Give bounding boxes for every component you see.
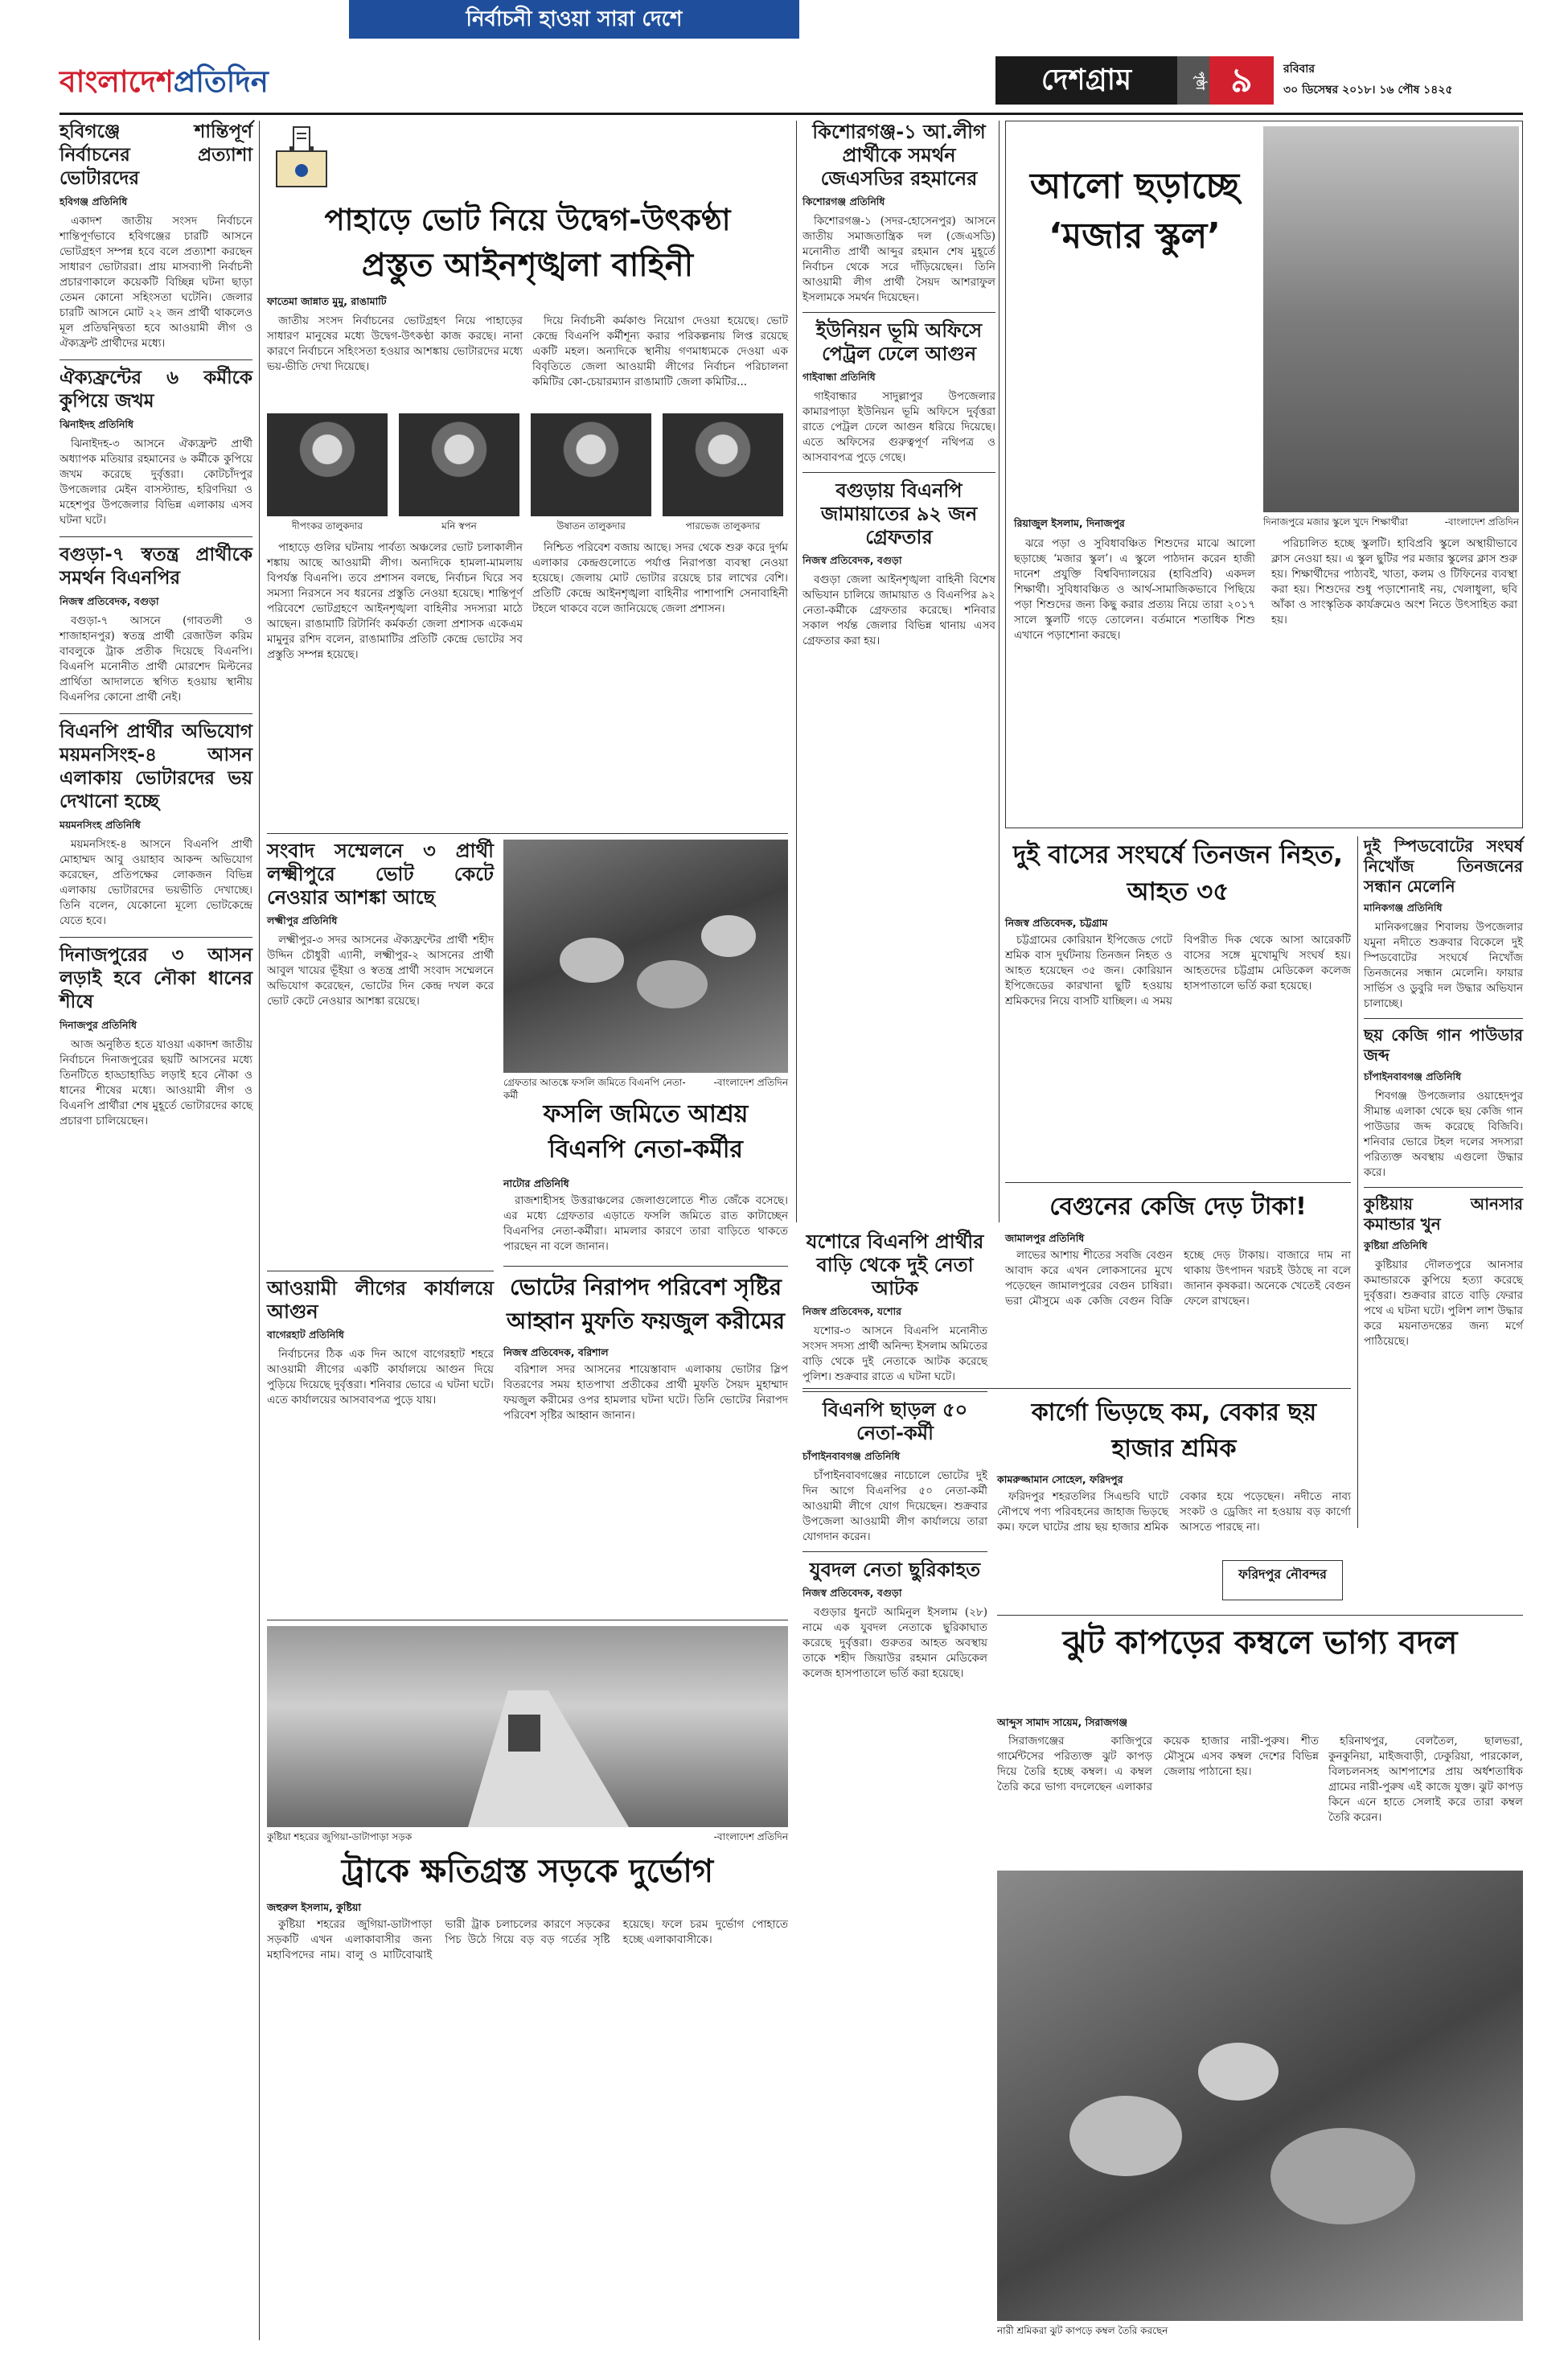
column-rule [259, 121, 260, 2340]
road-photo-credit: -বাংলাদেশ প্রতিদিন [713, 1831, 788, 1842]
divider [802, 1391, 987, 1392]
story-byline: চাঁপাইনবাবগঞ্জ প্রতিনিধি [1364, 1070, 1462, 1082]
jute-byline: আব্দুস সামাদ সায়েম, সিরাজগঞ্জ [997, 1716, 1128, 1728]
story-lakshmipur [267, 840, 494, 1266]
story-ansar [1364, 1194, 1523, 1349]
story-jubodal [802, 1559, 987, 1682]
lead-body-right-text: নিশ্চিত পরিবেশ বজায় আছে। সদর থেকে শুরু করে দুর্গম এলাকার কেন্দ্রগুলোতে পর্যাপ্ত নিরাপত্তা ব্যবস্থা নেওয়া হয়েছে। জেলায় মোট ভোটার রয়েছে চার লাখের বেশি। প্রতিটি কেন্দ্রে আইনশৃঙ্খলা বাহিনীর পাশাপাশি সেনাবাহিনী টহলে থাকবে বলে জানিয়েছে জেলা প্রশাসন। [532, 541, 788, 615]
ballot-box-icon [267, 121, 339, 193]
cargo-tag: ফরিদপুর নৌবন্দর [1222, 1560, 1343, 1600]
story-body: নির্বাচনের ঠিক এক দিন আগে বাগেরহাট শহরে আওয়ামী লীগের একটি কার্যালয়ে আগুন দিয়ে পুড়িয়ে দিয়েছে দুর্বৃত্তরা। শনিবার ভোরে এ ঘটনা ঘটে। এতে কার্যালয়ের আসবাবপত্র পুড়ে যায়। [267, 1348, 494, 1407]
story-headline: বগুড়ায় বিএনপি জামায়াতের ৯২ জন গ্রেফতার [820, 479, 978, 548]
issue-date: ৩০ ডিসেম্বর ২০১৮। ১৬ পৌষ ১৪২৫ [1283, 84, 1453, 97]
cargo-body-text: ফরিদপুর শহরতলির সিএন্ডবি ঘাটে নৌপথে পণ্য পরিবহনের জাহাজ ভিড়ছে কম। ফলে ঘাটের প্রায় ছয় হাজার শ্রমিক বেকার হয়ে পড়েছেন। নদীতে নাব্য সংকট ও ড্রেজিং না হওয়ায় বড় কার্গো আসতে পারছে না। [997, 1490, 1351, 1534]
story-byline: নিজস্ব প্রতিবেদক, যশোর [802, 1305, 901, 1317]
divider [503, 1266, 788, 1267]
bus-body [1005, 933, 1351, 1177]
story-byline: দিনাজপুর প্রতিনিধি [60, 1019, 138, 1031]
divider [1364, 1018, 1523, 1019]
section-title: দেশগ্রাম [995, 56, 1177, 105]
story-headline: ছয় কেজি গান পাউডার জব্দ [1364, 1025, 1523, 1065]
lead-body-left-text: পাহাড়ে গুলির ঘটনায় পার্বত্য অঞ্চলের ভোট চলাকালীন শঙ্কায় আছে আওয়ামী লীগ। অন্যদিকে হামলা-মামলায় বিপর্যস্ত বিএনপি। তবে প্রশাসন বলছে, নির্বাচন ঘিরে সব সমস্যা নিরসনে সব ধরনের প্রস্তুতি নেওয়া হয়েছে। শান্তিপূর্ণ পরিবেশে ভোটগ্রহণে আইনশৃঙ্খলা বাহিনীর সদস্যরা মাঠে আছেন। রাঙামাটি রিটার্নিং কর্মকর্তা জেলা প্রশাসক একেএম মামুনুর রশিদ বলেন, রাঙামাটির প্রতিটি কেন্দ্রে ভোটের সব প্রস্তুতি সম্পন্ন হয়েছে। [267, 541, 523, 661]
lead-body-right [532, 540, 788, 830]
school-photo-caption: দিনাজপুরে মজার স্কুলে খুদে শিক্ষার্থীরা [1263, 516, 1408, 528]
divider [60, 359, 252, 360]
story-byline: ঝিনাইদহ প্রতিনিধি [60, 418, 134, 430]
page-number: ৯ [1209, 56, 1274, 105]
lead-intro [267, 314, 523, 410]
faizul-body-text: বরিশাল সদর আসনের শায়েস্তাবাদ এলাকায় ভোটার স্লিপ বিতরণের সময় হাতপাখা প্রতীকের প্রার্থী মুফতি সৈয়দ মুহাম্মাদ ফয়জুল করীমের ওপর হামলার ঘটনা ঘটে। তিনি ভোটের নিরাপদ পরিবেশ সৃষ্টির আহ্বান জানান। [503, 1363, 788, 1422]
story-speedboat [1364, 836, 1523, 1012]
divider [997, 1615, 1523, 1616]
jute-body [997, 1734, 1319, 1863]
story-jessore [802, 1230, 987, 1385]
column-a [60, 121, 252, 2332]
column-rule [796, 121, 797, 1222]
road-body-text: কুষ্টিয়া শহরের জুগিয়া-ডাটাপাড়া সড়কটি এখন এলাকাবাসীর জন্য মহাবিপদের নাম। বালু ও মাটিবোঝাই ভারী ট্রাক চলাচলের কারণে সড়কের পিচ উঠে গিয়ে বড় বড় গর্তের সৃষ্টি হয়েছে। ফলে চরম দুর্ভোগ পোহাতে হচ্ছে এলাকাবাসীকে। [267, 1918, 788, 1961]
cargo-headline: কার্গো ভিড়ছে কম, বেকার ছয় হাজার শ্রমিক [1031, 1399, 1317, 1463]
school-body [1014, 536, 1255, 823]
story-byline: নিজস্ব প্রতিবেদক, বগুড়া [802, 1587, 902, 1599]
story-byline: নিজস্ব প্রতিবেদক, বগুড়া [60, 595, 159, 607]
story-body: ময়মনসিংহ-৪ আসনে বিএনপি প্রার্থী মোহাম্মদ আবু ওয়াহাব আকন্দ অভিযোগ করেছেন, প্রতিপক্ষের লোকজন বিভিন্ন এলাকায় ভোটারদের ভয়ভীতি দেখাচ্ছে। তিনি বলেন, যেকোনো মূল্যে ভোটকেন্দ্রে যেতে হবে। [60, 838, 252, 927]
column-right-narrow [1364, 836, 1523, 1528]
jute-body-2 [1328, 1734, 1523, 1863]
story-bogura-arrests [802, 479, 995, 649]
issue-day: রবিবার [1283, 63, 1316, 76]
brinjal-byline: জামালপুর প্রতিনিধি [1005, 1232, 1085, 1244]
school-headline: আলো ছড়াচ্ছে ‘মজার স্কুল’ [1029, 166, 1240, 257]
story-byline: নিজস্ব প্রতিবেদক, বগুড়া [802, 554, 902, 566]
story-bnp-quit [802, 1399, 987, 1545]
school-body-2 [1271, 536, 1517, 823]
story-body: কিশোরগঞ্জ-১ (সদর-হোসেনপুর) আসনে জাতীয় সমাজতান্ত্রিক দল (জেএসডি) মনোনীত প্রার্থী আব্দুর রহমান শেষ মুহূর্তে নির্বাচন থেকে সরে দাঁড়িয়েছেন। তিনি আওয়ামী লীগ প্রার্থী সৈয়দ আশরাফুল ইসলামকে সমর্থন দিয়েছেন। [802, 215, 995, 304]
faizul-byline: নিজস্ব প্রতিবেদক, বরিশাল [503, 1346, 609, 1358]
brand-name-part2: প্রতিদিন [173, 64, 269, 99]
story-body: লক্ষ্মীপুর-৩ সদর আসনের ঐক্যফ্রন্টের প্রার্থী শহীদ উদ্দিন চৌধুরী এ্যানী, লক্ষ্মীপুর-২ আসনের প্রার্থী আবুল খায়ের ভূঁইয়া ও স্বতন্ত্র প্রার্থী সংবাদ সম্মেলনে অভিযোগ করেছেন, ভোটের দিন কেন্দ্র দখল করে ভোট কেটে নেওয়ার আশঙ্কা রয়েছে। [267, 934, 494, 1008]
story-body: কুষ্টিয়ার দৌলতপুরে আনসার কমান্ডারকে কুপিয়ে হত্যা করেছে দুর্বৃত্তরা। শুক্রবার রাতে বাড়ি ফেরার পথে এ ঘটনা ঘটে। পুলিশ লাশ উদ্ধার করে ময়নাতদন্তের জন্য মর্গে পাঠিয়েছে। [1364, 1259, 1523, 1348]
cargo-byline: কামরুজ্জামান সোহেল, ফরিদপুর [997, 1473, 1123, 1485]
candidate-portraits [267, 413, 788, 534]
lead-headline-2: প্রস্তুত আইনশৃঙ্খলা বাহিনী [361, 247, 694, 284]
paddy-headline: ফসলি জমিতে আশ্রয় বিএনপি নেতা-কর্মীর [543, 1100, 749, 1164]
story-byline: ময়মনসিংহ প্রতিনিধি [60, 819, 141, 831]
school-children-photo [1263, 126, 1519, 512]
story-byline: লক্ষ্মীপুর প্রতিনিধি [267, 914, 338, 926]
school-photo-credit: -বাংলাদেশ প্রতিদিন [1444, 516, 1519, 528]
masthead-rule [60, 113, 1523, 115]
story-body: ঝিনাইদহ-৩ আসনে ঐক্যফ্রন্ট প্রার্থী অধ্যাপক মতিয়ার রহমানের ৬ কর্মীকে কুপিয়ে জখম করেছে দুর্বৃত্তরা। কোটচাঁদপুর উপজেলার মেইন বাসস্ট্যান্ড, হরিণদিয়া ও মহেশপুর উপজেলার বিভিন্ন এলাকায় এসব ঘটনা ঘটে। [60, 437, 252, 527]
divider [802, 1388, 1351, 1389]
lead-intro-text: জাতীয় সংসদ নির্বাচনের ভোটগ্রহণ নিয়ে পাহাড়ের সাধারণ মানুষের মধ্যে উদ্বেগ-উৎকণ্ঠা কাজ করছে। নানা কারণে নির্বাচনে সহিংসতা হওয়ার আশঙ্কায় ভোটারদের মধ্যে ভয়-ভীতি দেখা দিয়েছে। [267, 314, 523, 373]
story-headline: যশোরে বিএনপি প্রার্থীর বাড়ি থেকে দুই নেতা আটক [806, 1230, 984, 1300]
story-headline: হবিগঞ্জে শান্তিপূর্ণ নির্বাচনের প্রত্যাশা ভোটারদের [60, 121, 252, 189]
paddy-byline: নাটোর প্রতিনিধি [503, 1177, 569, 1189]
divider [1364, 1187, 1523, 1188]
story-body: মানিকগঞ্জের শিবালয় উপজেলার যমুনা নদীতে শুক্রবার বিকেলে দুই স্পিডবোটের সংঘর্ষে নিখোঁজ তিনজনের সন্ধান মেলেনি। ফায়ার সার্ভিস ও ডুবুরি দল উদ্ধার অভিযান চালাচ্ছে। [1364, 921, 1523, 1010]
story-land-office-fire [802, 319, 995, 466]
story-headline: দুই স্পিডবোটের সংঘর্ষ নিখোঁজ তিনজনের সন্ধান মেলেনি [1364, 836, 1523, 896]
jute-body-2-text: হরিনাথপুর, বেলতৈল, ছালভরা, কুনকুনিয়া, মাইজবাড়ী, ঢেকুরিয়া, পারকোল, বিলচলনসহ আশপাশের প্রায় অর্ধশতাধিক গ্রামের নারী-পুরুষ এই কাজে যুক্ত। ঝুট কাপড় কিনে এনে হাতে সেলাই করে তারা কম্বল তৈরি করেন। [1328, 1735, 1523, 1824]
school-byline: রিয়াজুল ইসলাম, দিনাজপুর [1014, 517, 1125, 529]
paddy-photo-caption: গ্রেফতার আতঙ্কে ফসলি জমিতে বিএনপি নেতা-কর্মী [503, 1077, 686, 1101]
divider [60, 536, 252, 537]
divider [60, 713, 252, 714]
column-rule [1357, 836, 1358, 1528]
lead-byline: ফাতেমা জান্নাত মুমু, রাঙামাটি [267, 295, 387, 307]
story-byline: হবিগঞ্জ প্রতিনিধি [60, 195, 128, 207]
story-byline: বাগেরহাট প্রতিনিধি [267, 1329, 344, 1341]
story-body: আজ অনুষ্ঠিত হতে যাওয়া একাদশ জাতীয় নির্বাচনে দিনাজপুরের ছয়টি আসনের মধ্যে তিনটিতে হাড্ডাহাড্ডি লড়াই হবে নৌকা ও ধানের শীষের মধ্যে। আওয়ামী লীগ ও বিএনপি প্রার্থীরা শেষ মুহূর্তে ভোটারদের কাছে প্রচারণা চালিয়েছেন। [60, 1038, 252, 1127]
lead-headline-1: পাহাড়ে ভোট নিয়ে উদ্বেগ-উৎকণ্ঠা [324, 203, 731, 237]
story-body: গাইবান্ধার সাদুল্লাপুর উপজেলার কামারপাড়া ইউনিয়ন ভূমি অফিসে দুর্বৃত্তরা রাতে পেট্রল ঢেলে আগুন ধরিয়ে দিয়েছে। এতে অফিসের গুরুত্বপূর্ণ নথিপত্র ও আসবাবপত্র পুড়ে গেছে। [802, 390, 995, 464]
story-body: যশোর-৩ আসনে বিএনপি মনোনীত সংসদ সদস্য প্রার্থী অনিন্দ্য ইসলাম অমিতের বাড়ি থেকে দুই নেতাকে আটক করেছে পুলিশ। শুক্রবার রাতে এ ঘটনা ঘটে। [802, 1325, 987, 1383]
portrait-caption: মনি স্বপন [441, 520, 477, 532]
portrait-caption: দীপংকর তালুকদার [291, 520, 363, 532]
story-body: চাঁপাইনবাবগঞ্জের নাচোলে ভোটের দুই দিন আগে বিএনপির ৫০ নেতা-কর্মী আওয়ামী লীগে যোগ দিয়েছেন। শুক্রবার উপজেলা আওয়ামী লীগ কার্যালয়ে তারা যোগদান করেন। [802, 1469, 987, 1543]
story-body: বগুড়া জেলা আইনশৃঙ্খলা বাহিনী বিশেষ অভিযান চালিয়ে জামায়াত ও বিএনপির ৯২ নেতা-কর্মীকে গ্রেফতার করেছে। শনিবার সকাল পর্যন্ত জেলার বিভিন্ন থানায় এসব গ্রেফতার করা হয়। [802, 573, 995, 647]
column-e-bottom [802, 1230, 987, 2340]
portrait-caption: পারভেজ তালুকদার [685, 520, 761, 532]
paddy-field-photo [503, 840, 788, 1073]
bus-headline: দুই বাসের সংঘর্ষে তিনজন নিহত, আহত ৩৫ [1013, 840, 1343, 906]
lead-column-2 [532, 314, 788, 410]
story-headline: কুষ্টিয়ায় আনসার কমান্ডার খুন [1364, 1194, 1523, 1234]
faizul-body [503, 1362, 788, 1608]
bus-body-text: চট্টগ্রামের কোরিয়ান ইপিজেড গেটে শ্রমিক বাস দুর্ঘটনায় তিনজন নিহত ও আহত হয়েছেন ৩৫ জন। কোরিয়ান ইপিজেডের কারখানা ছুটি হওয়ায় শ্রমিকদের নিয়ে বাসটি যাচ্ছিল। এ সময় বিপরীত দিক থেকে আসা আরেকটি বাসের সঙ্গে মুখোমুখি সংঘর্ষ হয়। আহতদের চট্টগ্রাম মেডিকেল কলেজ হাসপাতালে ভর্তি করা হয়েছে। [1005, 934, 1351, 1008]
jute-headline: ঝুট কাপড়ের কম্বলে ভাগ্য বদল [1062, 1624, 1458, 1661]
story-headline: বিএনপি ছাড়ল ৫০ নেতা-কর্মী [822, 1399, 968, 1444]
portrait-photo [267, 413, 388, 516]
story-jhenaidah [60, 367, 252, 528]
school-body-text: ঝরে পড়া ও সুবিধাবঞ্চিত শিশুদের মাঝে আলো ছড়াচ্ছে ‘মজার স্কুল’। এ স্কুলে পাঠদান করেন হাজী দানেশ প্রযুক্তি বিশ্ববিদ্যালয়ের (হাবিপ্রবি) একদল শিক্ষার্থী। সুবিধাবঞ্চিত ও আর্থ-সামাজিকভাবে পিছিয়ে পড়া শিশুদের জন্য কিছু করার প্রত্যয় নিয়ে তারা ২০১৭ সালে স্কুলটি গড়ে তোলেন। বর্তমানে শতাধিক শিশু এখানে পড়াশোনা করছে। [1014, 537, 1255, 642]
divider [802, 312, 995, 313]
road-photo-caption: কুষ্টিয়া শহরের জুগিয়া-ডাটাপাড়া সড়ক [267, 1831, 413, 1842]
jute-photo-caption: নারী শ্রমিকরা ঝুট কাপড়ে কম্বল তৈরি করছেন [997, 2325, 1168, 2336]
road-body [267, 1917, 788, 2335]
brand-logo [60, 58, 325, 106]
brand-name-part1: বাংলাদেশ [60, 64, 174, 99]
story-headline: ঐক্যফ্রন্টের ৬ কর্মীকে কুপিয়ে জখম [60, 368, 252, 412]
school-body-2-text: পরিচালিত হচ্ছে স্কুলটি। হাবিপ্রবি স্কুলে অস্থায়ীভাবে ক্লাস নেওয়া হয়। এ স্কুল ছুটির পর মজার স্কুলের ক্লাস শুরু হয়। শিক্ষার্থীদের পাঠ্যবই, খাতা, কলম ও টিফিনের ব্যবস্থা করা হয়। শিশুদের শুধু পড়াশোনাই নয়, খেলাধুলা, ছবি আঁকা ও সাংস্কৃতিক কার্যক্রমেও অংশ নিতে উৎসাহিত করা হয়। [1271, 537, 1517, 626]
story-byline: কুষ্টিয়া প্রতিনিধি [1364, 1239, 1428, 1251]
bus-byline: নিজস্ব প্রতিবেদক, চট্টগ্রাম [1005, 917, 1108, 929]
election-banner: নির্বাচনী হাওয়া সারা দেশে [349, 0, 799, 39]
jute-workers-photo [997, 1871, 1523, 2321]
portrait-photo [399, 413, 519, 516]
story-body: বগুড়া-৭ আসনে (গাবতলী ও শাজাহানপুর) স্বতন্ত্র প্রার্থী রেজাউল করিম বাবলুকে ট্রাক প্রতীক দিয়েছে বিএনপি। বিএনপি মনোনীত প্রার্থী মোরশেদ মিল্টনের প্রার্থিতা আদালতে স্থগিত হওয়ায় স্থানীয় বিএনপির কোনো প্রার্থী নেই। [60, 614, 252, 704]
story-headline: দিনাজপুরের ৩ আসন লড়াই হবে নৌকা ধানের শীষে [60, 945, 252, 1012]
story-body: বগুড়ার ধুনটে আমিনুল ইসলাম (২৮) নামে এক যুবদল নেতাকে ছুরিকাঘাত করেছে দুর্বৃত্তরা। গুরুতর আহত অবস্থায় তাকে শহীদ জিয়াউর রহমান মেডিকেল কলেজ হাসপাতালে ভর্তি করা হয়েছে। [802, 1606, 987, 1680]
story-headline: সংবাদ সম্মেলনে ৩ প্রার্থী লক্ষ্মীপুরে ভোট কেটে নেওয়ার আশঙ্কা আছে [267, 840, 494, 909]
lead-column-2-text: দিয়ে নির্বাচনী কর্মকাণ্ড নিয়োগ দেওয়া হয়েছে। ভোট কেন্দ্রে বিএনপি কর্মীশূন্য করার পরিকল্পনায় লিপ্ত রয়েছে একটি মহল। অন্যদিকে স্থানীয় গণমাধ্যমকে দেওয়া এক বিবৃতিতে জেলা আওয়ামী লীগের নির্বাচন পরিচালনা কমিটির কো-চেয়ারম্যান রাঙামাটি জেলা কমিটির... [532, 314, 788, 388]
brinjal-body [1005, 1248, 1351, 1383]
paddy-body-text: রাজশাহীসহ উত্তরাঞ্চলের জেলাগুলোতে শীত জেঁকে বসেছে। এর মধ্যে গ্রেফতার এড়াতে ফসলি জমিতে রাত কাটাচ্ছেন বিএনপির নেতা-কর্মীরা। মামলার কারণে তারা বাড়িতে থাকতে পারছেন না বলে জানান। [503, 1194, 788, 1253]
story-body: শিবগঞ্জ উপজেলার ওয়াহেদপুর সীমান্ত এলাকা থেকে ছয় কেজি গান পাউডার জব্দ করেছে বিজিবি। শনিবার ভোরে টহল দলের সদস্যরা পরিত্যক্ত অবস্থায় এগুলো উদ্ধার করে। [1364, 1090, 1523, 1179]
paddy-photo-credit: -বাংলাদেশ প্রতিদিন [713, 1077, 788, 1088]
story-gunpowder [1364, 1025, 1523, 1181]
divider [267, 833, 788, 834]
story-byline: মানিকগঞ্জ প্রতিনিধি [1364, 902, 1443, 914]
divider [1005, 1182, 1351, 1183]
brinjal-body-text: লাভের আশায় শীতের সবজি বেগুন আবাদ করে এখন লোকসানের মুখে পড়েছেন জামালপুরের বেগুন চাষিরা। ভরা মৌসুমে এক কেজি বেগুন বিক্রি হচ্ছে দেড় টাকায়। বাজারে দাম না থাকায় উৎপাদন খরচই উঠছে না বলে জানান কৃষকরা। অনেকে খেতেই বেগুন ফেলে রাখছেন। [1005, 1249, 1351, 1308]
jute-body-text: সিরাজগঞ্জের কাজিপুরে গার্মেন্টসের পরিত্যক্ত ঝুট কাপড় দিয়ে তৈরি হচ্ছে কম্বল। এ কম্বল তৈরি করে ভাগ্য বদলেছেন এলাকার কয়েক হাজার নারী-পুরুষ। শীত মৌসুমে এসব কম্বল দেশের বিভিন্ন জেলায় পাঠানো হয়। [997, 1735, 1319, 1793]
damaged-road-photo [267, 1626, 788, 1827]
story-byline: চাঁপাইনবাবগঞ্জ প্রতিনিধি [802, 1450, 901, 1462]
story-awami-office-fire [267, 1277, 494, 1615]
column-e-top [802, 121, 995, 1222]
portrait-photo [531, 413, 651, 516]
story-headline: বিএনপি প্রার্থীর অভিযোগ ময়মনসিংহ-৪ আসন এলাকায় ভোটারদের ভয় দেখানো হচ্ছে [60, 721, 252, 812]
story-kishoreganj [802, 121, 995, 306]
story-dinajpur [60, 944, 252, 1129]
story-headline: ইউনিয়ন ভূমি অফিসে পেট্রল ঢেলে আগুন [815, 319, 983, 365]
story-headline: যুবদল নেতা ছুরিকাহত [809, 1559, 981, 1581]
portrait-photo [663, 413, 783, 516]
story-headline: বগুড়া-৭ স্বতন্ত্র প্রার্থীকে সমর্থন বিএনপির [60, 544, 252, 589]
divider [802, 1551, 987, 1552]
road-byline: জহুরুল ইসলাম, কুষ্টিয়া [267, 1901, 361, 1913]
story-byline: কিশোরগঞ্জ প্রতিনিধি [802, 195, 885, 207]
story-habiganj [60, 121, 252, 351]
story-bogura7 [60, 544, 252, 705]
divider [802, 472, 995, 473]
paddy-body [503, 1193, 788, 1263]
story-body: একাদশ জাতীয় সংসদ নির্বাচনে শান্তিপূর্ণভাবে হবিগঞ্জের চারটি আসনে ভোটগ্রহণ সম্পন্ন হবে বলে প্রত্যাশা করছেন সাধারণ ভোটাররা। প্রায় মাসব্যাপী নির্বাচনী প্রচারণাকালে কয়েকটি বিচ্ছিন্ন ঘটনা ছাড়া তেমন কোনো সহিংসতা ঘটেনি। জেলার চারটি আসনে মোট ২২ জন প্রার্থী থাকলেও মূল প্রতিদ্বন্দ্বিতা হবে আওয়ামী লীগ ও ঐক্যফ্রন্ট প্রার্থীদের মধ্যে। [60, 215, 252, 350]
road-headline: ট্রাকে ক্ষতিগ্রস্ত সড়কে দুর্ভোগ [341, 1853, 714, 1890]
story-headline: আওয়ামী লীগের কার্যালয়ে আগুন [267, 1277, 494, 1323]
story-headline: কিশোরগঞ্জ-১ আ.লীগ প্রার্থীকে সমর্থন জেএসডির রহমানের [812, 121, 986, 190]
lead-body-left [267, 540, 523, 830]
portrait-caption: উষাতন তালুকদার [556, 520, 626, 532]
page-label: পৃষ্ঠা [1177, 56, 1209, 105]
divider [60, 937, 252, 938]
school-box [1005, 121, 1523, 828]
brinjal-headline: বেগুনের কেজি দেড় টাকা! [1049, 1193, 1307, 1221]
faizul-headline: ভোটের নিরাপদ পরিবেশ সৃষ্টির আহ্বান মুফতি ফয়জুল করীমের [507, 1274, 785, 1334]
story-mymensingh [60, 721, 252, 929]
story-byline: গাইবান্ধা প্রতিনিধি [802, 371, 876, 383]
